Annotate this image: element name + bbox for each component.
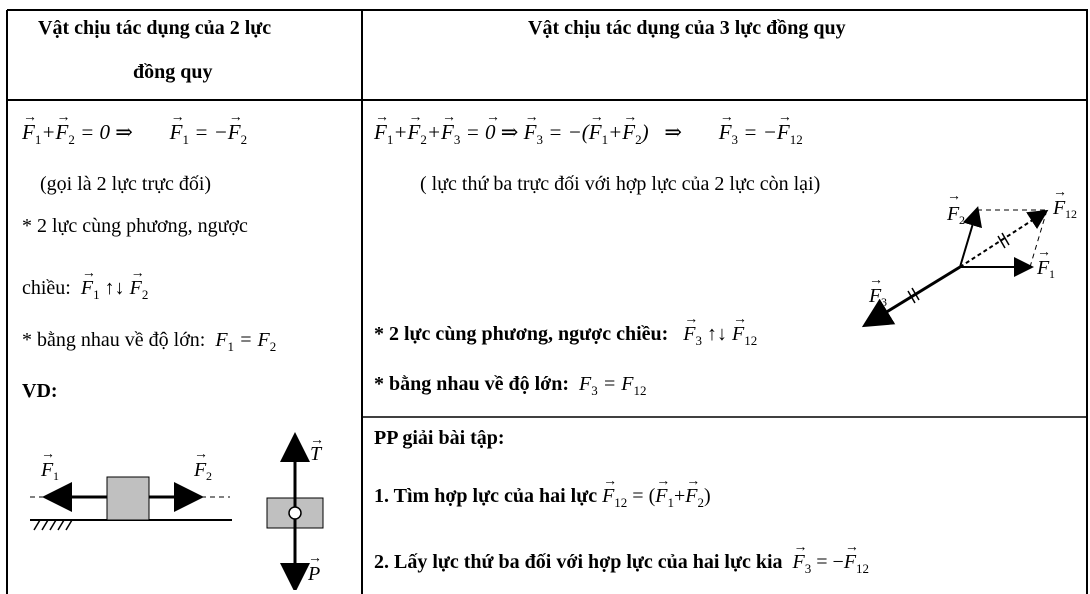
- svg-text:→: →: [308, 551, 322, 566]
- left-condition-note: (gọi là 2 lực trực đối): [40, 173, 212, 195]
- method-title: PP giải bài tập:: [374, 427, 505, 449]
- right-header: Vật chịu tác dụng của 3 lực đồng quy: [528, 17, 846, 39]
- svg-text:2: 2: [959, 213, 965, 227]
- left-direction-row: chiều: → $F_1$ ↑↓ → $F_2$: [22, 276, 148, 307]
- label-f1-right: F: [1037, 257, 1050, 279]
- svg-text:→: →: [310, 433, 324, 448]
- right-same-line-label: * 2 lực cùng phương, ngược chiều:: [374, 323, 669, 345]
- example-diagram: [8, 420, 358, 590]
- left-header-line2: đồng quy: [133, 61, 213, 83]
- right-same-line-row: * 2 lực cùng phương, ngược chiều: → $F_3$ ↑↓ → $F_{12}$: [374, 322, 757, 353]
- method-step1-row: 1. Tìm hợp lực của hai lực → $F_{12}$ = (→ $F_1+\to F_2$): [374, 484, 711, 515]
- label-t: T: [310, 443, 322, 465]
- method-step1-label: 1. Tìm hợp lực của hai lực: [374, 485, 598, 507]
- right-equal-row: * bằng nhau về độ lớn: $F_3 = F_{12}$: [374, 373, 647, 398]
- method-step2-row: 2. Lấy lực thứ ba đối với hợp lực của hai lực kia → $F_3$ = −→ $F_{12}$: [374, 550, 869, 581]
- svg-text:→: →: [194, 447, 208, 462]
- left-equal-label: * bằng nhau về độ lớn:: [22, 329, 206, 351]
- right-equal-label: * bằng nhau về độ lớn:: [374, 373, 570, 395]
- label-f2-right: F: [947, 203, 960, 225]
- label-f3: F: [869, 285, 882, 307]
- right-equation: → $F_1+\to F_2+\to F_3$ = → 0 ⇒ → $F_3$ = −(→ $F_1+\to F_2$) ⇒ → $F_3$ = −→ $F_{12}$: [374, 120, 803, 152]
- label-f2-sub: 2: [206, 469, 212, 483]
- label-f12: F: [1053, 197, 1066, 219]
- svg-text:12: 12: [1065, 207, 1077, 221]
- left-direction-label: chiều:: [22, 277, 71, 299]
- svg-text:→: →: [947, 189, 961, 204]
- label-f2: F: [194, 459, 207, 481]
- svg-text:→: →: [869, 273, 883, 288]
- example-label: VD:: [22, 380, 58, 402]
- label-f1: F: [41, 459, 54, 481]
- left-header-line1: Vật chịu tác dụng của 2 lực: [38, 17, 272, 39]
- svg-text:1: 1: [1049, 267, 1055, 281]
- svg-text:→: →: [1037, 245, 1051, 260]
- left-equal-row: * bằng nhau về độ lớn: $F_1 = F_2$: [22, 329, 277, 354]
- left-equation: → $F_1+\to F_2 = 0$ ⇒ → $F_1$ = −→ $F_2$: [22, 120, 247, 152]
- label-p: P: [308, 563, 321, 585]
- force-diagram: [855, 182, 1085, 332]
- method-step2-label: 2. Lấy lực thứ ba đối với hợp lực của hai lực kia: [374, 551, 783, 573]
- svg-text:→: →: [1053, 185, 1067, 200]
- svg-text:→: →: [41, 447, 55, 462]
- label-f1-sub: 1: [53, 469, 59, 483]
- right-condition-note: ( lực thứ ba trực đối với hợp lực của 2 lực còn lại): [420, 173, 821, 195]
- force-diagram-labels: [868, 185, 1077, 309]
- left-same-line-opposite: * 2 lực cùng phương, ngược: [22, 215, 248, 237]
- svg-text:3: 3: [881, 295, 887, 309]
